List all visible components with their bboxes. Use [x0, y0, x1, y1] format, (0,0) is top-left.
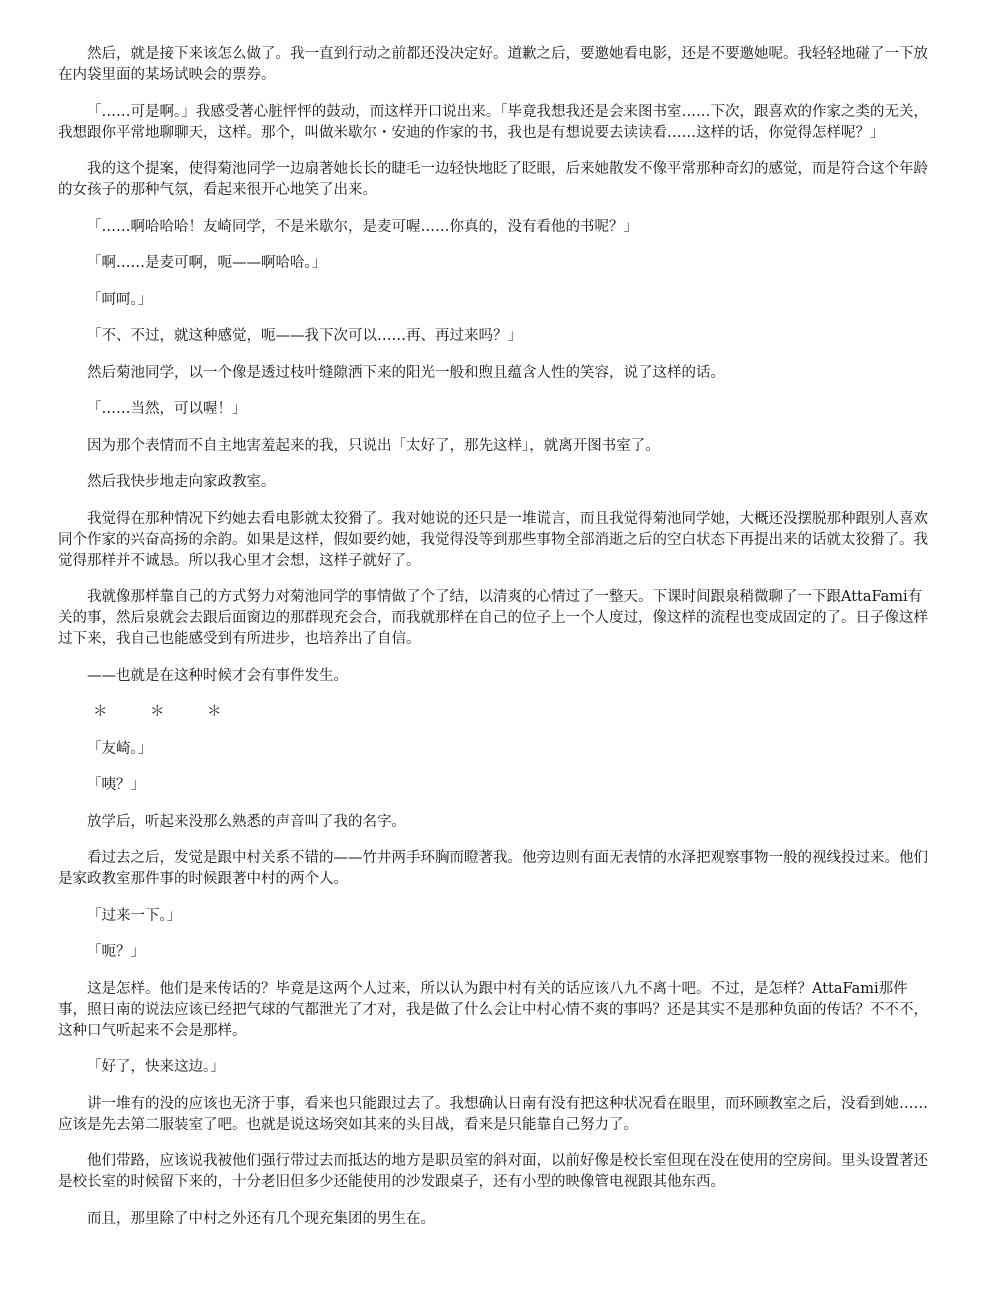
dialogue-line: 「……当然，可以喔！」: [87, 401, 247, 417]
paragraph: 放学后，听起来没那么熟悉的声音叫了我的名字。: [87, 813, 406, 830]
dialogue-line: 「咦？」: [87, 777, 145, 793]
dialogue-line: 「呵呵。」: [87, 291, 153, 308]
paragraph: 然后，就是接下来该怎么做了。我一直到行动之前都还没决定好。道歉之后，要邀她看电影，还是不要邀她呢。我轻轻地碰了一下放在内袋里面的某场试映会的票券。: [58, 46, 928, 83]
dialogue-line: 「啊……是麦可啊，呃——啊哈哈。」: [87, 255, 327, 271]
paragraph: 他们带路，应该说我被他们强行带过去而抵达的地方是职员室的斜对面，以前好像是校长室但现在没在使用的空房间。里头设置著还是校长室的时候留下来的，十分老旧但多少还能使用的沙发跟桌子，还有小型的映像管电视跟其他东西。: [58, 1153, 928, 1190]
dialogue-line: 「呃？」: [87, 944, 145, 960]
paragraph: 看过去之后，发觉是跟中村关系不错的——竹井两手环胸而瞪著我。他旁边则有面无表情的水泽把观察事物一般的视线投过来。他们是家政教室那件事的时候跟著中村的两个人。: [58, 850, 928, 887]
paragraph: 然后菊池同学，以一个像是透过枝叶缝隙洒下来的阳光一般和煦且蕴含人性的笑容，说了这样的话。: [87, 364, 725, 381]
paragraph: 我觉得在那种情况下约她去看电影就太狡猾了。我对她说的还只是一堆谎言，而且我觉得菊池同学她，大概还没摆脱那种跟别人喜欢同个作家的兴奋高扬的余韵。如果是这样，假如要约她，我觉得没等到那些事物全部消逝之后的空白状态下再提出来的话就太狡猾了。我觉得那样并不诚恳。所以我心里才会想，这样子就好了。: [58, 510, 928, 569]
paragraph: 因为那个表情而不自主地害羞起来的我，只说出「太好了，那先这样」，就离开图书室了。: [87, 437, 660, 454]
scene-break: ＊ ＊ ＊: [93, 704, 236, 720]
paragraph: 讲一堆有的没的应该也无济于事，看来也只能跟过去了。我想确认日南有没有把这种状况看在眼里，而环顾教室之后，没看到她……应该是先去第二服装室了吧。也就是说这场突如其来的头目战，看来是只能靠自己努力了。: [58, 1095, 928, 1133]
document-page: [58, 44, 932, 1245]
dialogue-line: 「……啊哈哈哈！友崎同学，不是米歇尔，是麦可喔……你真的，没有看他的书呢？」: [87, 218, 638, 235]
dialogue-line: 「不、不过，就这种感觉，呃——我下次可以……再、再过来吗？」: [87, 328, 522, 344]
paragraph: 我就像那样靠自己的方式努力对菊池同学的事情做了个了结，以清爽的心情过了一整天。下课时间跟泉稍微聊了一下跟AttaFami有关的事，然后泉就会去跟后面窗边的那群现充会合，而我就那样在自己的位子上一个人度过，像这样的流程也变成固定的了。日子像这样过下来，我自己也能感受到有所进步，也培养出了自信。: [58, 589, 928, 647]
paragraph: ——也就是在这种时候才会有事件发生。: [87, 667, 348, 684]
paragraph: 我的这个提案，使得菊池同学一边扇著她长长的睫毛一边轻快地眨了眨眼，后来她散发不像平常那种奇幻的感觉，而是符合这个年龄的女孩子的那种气氛，看起来很开心地笑了出来。: [58, 161, 928, 198]
dialogue-line: 「好了，快来这边。」: [87, 1059, 225, 1075]
paragraph: 这是怎样。他们是来传话的？毕竟是这两个人过来，所以认为跟中村有关的话应该八九不离十吧。不过，是怎样？AttaFami那件事，照日南的说法应该已经把气球的气都泄光了才对，我是做了什么会让中村心情不爽的事吗？还是其实不是那种负面的传话？不不不，这种口气听起来不会是那样。: [58, 980, 928, 1039]
dialogue-line: 「过来一下。」: [87, 907, 182, 924]
dialogue-line: 「友崎。」: [87, 740, 153, 757]
paragraph: 然后我快步地走向家政教室。: [87, 474, 276, 490]
paragraph: 「……可是啊。」我感受著心脏怦怦的鼓动，而这样开口说出来。「毕竟我想我还是会来图书室……下次，跟喜欢的作家之类的无关，我想跟你平常地聊聊天，这样。那个，叫做米歇尔・安迪的作家的书，我也是有想说要去读读看……这样的话，你觉得怎样呢？」: [58, 103, 928, 141]
paragraph: 而且，那里除了中村之外还有几个现充集团的男生在。: [87, 1210, 435, 1227]
